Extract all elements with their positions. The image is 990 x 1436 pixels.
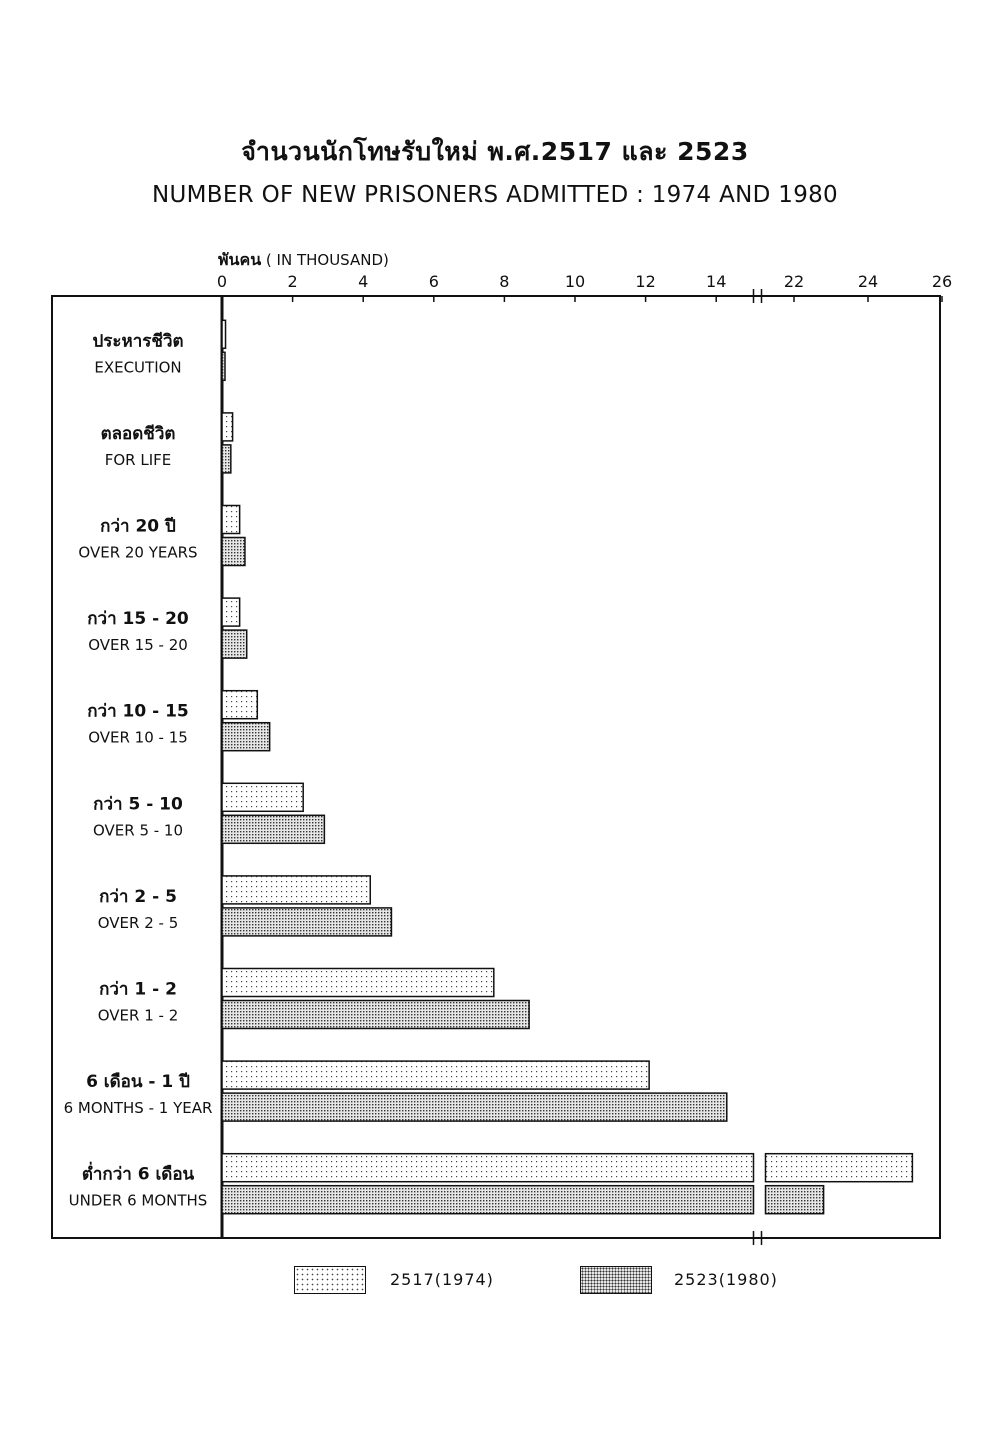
category-label-thai: กว่า 15 - 20 xyxy=(87,609,189,630)
x-tick-label: 0 xyxy=(216,272,228,291)
bar-1974-segment-low xyxy=(222,1154,754,1182)
category-label-english: OVER 10 - 15 xyxy=(88,728,188,747)
bar-1974 xyxy=(222,598,240,626)
category-label-thai: กว่า 10 - 15 xyxy=(87,701,189,722)
chart-title-thai: จำนวนนักโทษรับใหม่ พ.ศ.2517 และ 2523 xyxy=(241,137,749,166)
bar-1974 xyxy=(222,969,494,997)
category-label-thai: กว่า 1 - 2 xyxy=(99,979,177,1000)
category-label-english: OVER 20 YEARS xyxy=(78,543,198,562)
legend-swatch-1980 xyxy=(580,1266,652,1294)
x-axis-unit-thai: พันคน xyxy=(218,250,262,269)
bar-1980-segment-low xyxy=(222,1186,754,1214)
bar-1974 xyxy=(222,413,233,441)
x-tick-label: 6 xyxy=(428,272,439,291)
x-tick-label: 14 xyxy=(706,272,727,291)
x-tick-label: 26 xyxy=(931,272,953,291)
bar-1980 xyxy=(222,908,391,936)
x-tick-label: 4 xyxy=(358,272,369,291)
bar-1974 xyxy=(222,876,370,904)
category-label-thai: กว่า 20 ปี xyxy=(100,516,176,537)
legend-swatch-1974 xyxy=(294,1266,366,1294)
category-label-english: EXECUTION xyxy=(94,358,182,377)
category-label-english: OVER 5 - 10 xyxy=(92,821,184,840)
category-label-english: 6 MONTHS - 1 YEAR xyxy=(63,1099,213,1118)
category-label-english: OVER 2 - 5 xyxy=(97,913,179,932)
x-tick-label: 12 xyxy=(635,272,656,291)
category-label-thai: ตลอดชีวิต xyxy=(100,423,176,444)
bar-1974 xyxy=(222,691,257,719)
bar-1974 xyxy=(222,783,303,811)
category-label-english: UNDER 6 MONTHS xyxy=(68,1191,208,1210)
bar-1974 xyxy=(222,506,240,534)
bar-1980 xyxy=(222,815,324,843)
x-axis-unit-english: ( IN THOUSAND) xyxy=(265,251,389,269)
category-label-thai: กว่า 5 - 10 xyxy=(93,794,183,815)
bar-1980 xyxy=(222,538,245,566)
x-tick-label: 10 xyxy=(564,272,586,291)
bar-1980 xyxy=(222,723,270,751)
category-label-thai: กว่า 2 - 5 xyxy=(99,886,177,907)
category-label-english: OVER 15 - 20 xyxy=(88,636,188,655)
category-label-english: OVER 1 - 2 xyxy=(97,1006,179,1025)
x-tick-label: 2 xyxy=(287,272,298,291)
legend-label-1974: 2517(1974) xyxy=(390,1270,494,1289)
x-tick-label: 24 xyxy=(857,272,879,291)
chart-title-english: NUMBER OF NEW PRISONERS ADMITTED : 1974 AND 1980 xyxy=(151,182,838,208)
category-label-thai: ต่ำกว่า 6 เดือน xyxy=(81,1164,195,1185)
x-tick-label: 8 xyxy=(499,272,510,291)
legend-label-1980: 2523(1980) xyxy=(674,1270,778,1289)
bar-1980 xyxy=(222,630,247,658)
category-label-thai: ประหารชีวิต xyxy=(92,331,184,352)
x-tick-label: 22 xyxy=(783,272,805,291)
bar-1980-segment-high xyxy=(766,1186,824,1214)
bar-1974 xyxy=(222,320,226,348)
bar-1980 xyxy=(222,1001,529,1029)
bar-1974 xyxy=(222,1061,649,1089)
bar-1980 xyxy=(222,352,225,380)
bar-1980 xyxy=(222,1093,727,1121)
category-label-english: FOR LIFE xyxy=(104,450,172,469)
bar-1980 xyxy=(222,445,231,473)
category-label-thai: 6 เดือน - 1 ปี xyxy=(86,1072,190,1093)
bar-1974-segment-high xyxy=(766,1154,913,1182)
